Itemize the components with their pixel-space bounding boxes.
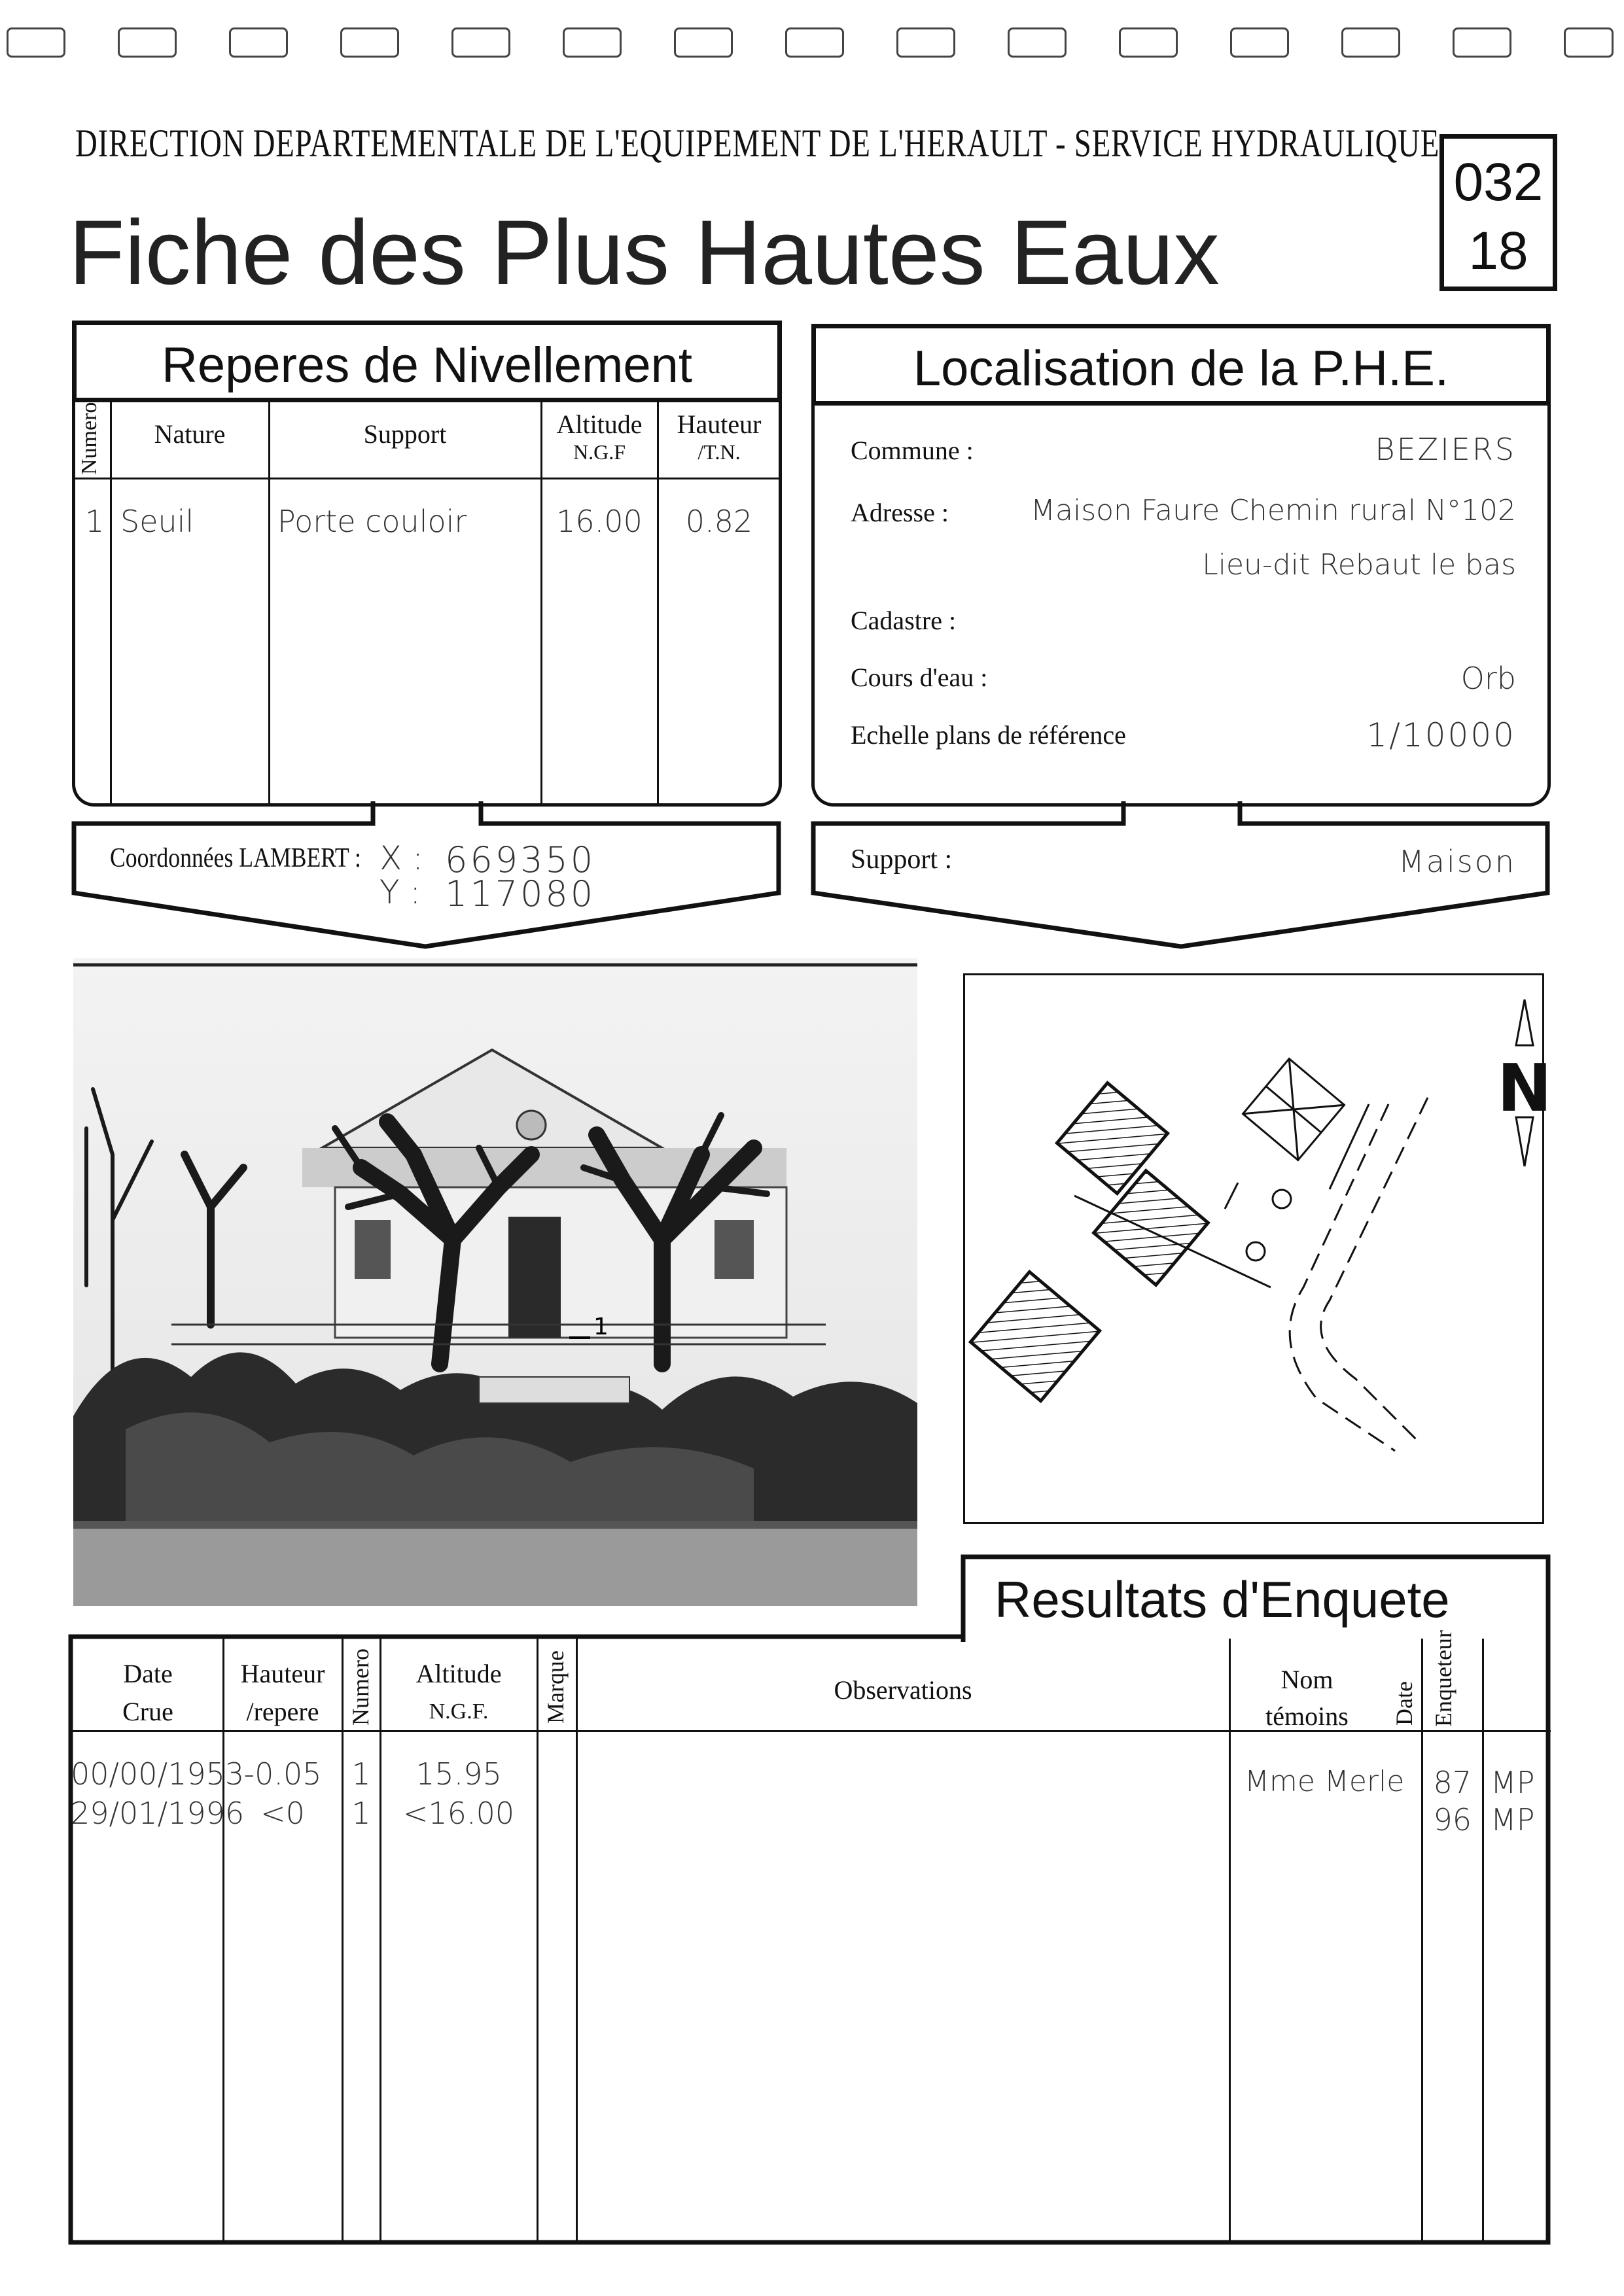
col-header-numero: Numero — [347, 1648, 374, 1726]
code-bottom: 18 — [1468, 221, 1528, 281]
col-divider — [576, 1639, 578, 2240]
row-numero: 1 — [85, 504, 105, 539]
localisation-header — [811, 324, 1551, 406]
punch-hole — [674, 27, 733, 58]
col-header-nature: Nature — [154, 419, 226, 449]
cadastre-label: Cadastre : — [851, 606, 957, 635]
row-hauteur: <0 — [260, 1796, 305, 1831]
coord-arrow-panel — [69, 801, 788, 952]
y-label: Y : — [380, 873, 421, 911]
row-date: 87 — [1433, 1765, 1472, 1800]
coord-label: Coordonnées LAMBERT : — [110, 843, 361, 873]
x-label: X : — [380, 839, 423, 877]
col-header-hauteur-line2: /T.N. — [697, 440, 741, 464]
col-header-altitude-line2: N.G.F — [573, 440, 626, 464]
col-header-date-crue-line2: Crue — [122, 1697, 173, 1726]
reperes-title: Reperes de Nivellement — [161, 338, 693, 393]
localisation-title: Localisation de la P.H.E. — [913, 341, 1449, 396]
punch-hole — [1230, 27, 1289, 58]
adresse-line2: Lieu-dit Rebaut le bas — [1202, 548, 1516, 582]
col-header-date-crue — [73, 1655, 222, 1731]
punch-hole — [340, 27, 399, 58]
col-header-enqueteur: Enqueteur — [1430, 1630, 1456, 1727]
col-header-altitude — [381, 1655, 537, 1731]
col-divider — [268, 400, 270, 804]
header-row-divider — [73, 478, 780, 479]
col-header-hauteur — [224, 1655, 342, 1731]
commune-value: BEZIERS — [1375, 432, 1516, 467]
row-date-crue: 00/00/1953 — [71, 1756, 245, 1792]
punch-hole — [896, 27, 955, 58]
cours-label: Cours d'eau : — [851, 663, 988, 692]
agency-line: DIRECTION DEPARTEMENTALE DE L'EQUIPEMENT DE L'HERAULT - SERVICE HYDRAULIQUE — [75, 122, 1440, 165]
punch-hole — [785, 27, 844, 58]
punch-hole — [451, 27, 510, 58]
fiche-code-box — [1439, 134, 1557, 291]
col-header-altitude-line1: Altitude — [556, 409, 643, 439]
col-header-hauteur — [658, 411, 780, 466]
col-header-numero: Numero — [77, 402, 101, 475]
row-support: Porte couloir — [277, 504, 467, 539]
punch-hole — [7, 27, 65, 58]
col-header-altitude — [542, 411, 657, 466]
col-header-altitude-line1: Altitude — [415, 1659, 502, 1688]
support-value: Maison — [1398, 844, 1516, 879]
punch-hole — [563, 27, 622, 58]
row-altitude: 16.00 — [556, 504, 643, 539]
row-nature: Seuil — [120, 504, 194, 539]
cours-value: Orb — [1460, 661, 1516, 696]
row-date-crue: 29/01/1996 — [71, 1796, 245, 1831]
col-header-date: Date — [1391, 1681, 1417, 1726]
row-hauteur: 0.82 — [685, 504, 753, 539]
col-header-support: Support — [363, 419, 447, 449]
x-value: 669350 — [445, 839, 596, 880]
col-header-hauteur-line1: Hauteur — [240, 1659, 325, 1688]
row-hauteur: -0.05 — [243, 1756, 322, 1792]
resultats-title: Resultats d'Enquete — [995, 1571, 1450, 1628]
support-label: Support : — [851, 844, 953, 875]
commune-label: Commune : — [851, 436, 974, 465]
row-date: 96 — [1433, 1802, 1472, 1837]
col-divider — [1421, 1639, 1423, 2240]
row-altitude: <16.00 — [402, 1796, 515, 1831]
y-value: 117080 — [445, 873, 596, 914]
echelle-label: Echelle plans de référence — [851, 720, 1126, 750]
row-nom: Mme Merle — [1244, 1765, 1405, 1798]
adresse-line1: Maison Faure Chemin rural N°102 — [1031, 494, 1516, 527]
row-enqueteur: MP — [1491, 1802, 1535, 1837]
row-numero: 1 — [351, 1756, 371, 1792]
punch-hole — [1119, 27, 1178, 58]
adresse-label: Adresse : — [851, 498, 949, 527]
photo-marker: 1 — [593, 1313, 609, 1340]
map-drawing — [963, 973, 1552, 1524]
col-header-hauteur-line1: Hauteur — [677, 409, 762, 439]
col-header-nom-line2: témoins — [1265, 1701, 1349, 1731]
page-title: Fiche des Plus Hautes Eaux — [69, 201, 1220, 304]
col-divider — [537, 1639, 538, 2240]
reperes-header — [72, 321, 782, 402]
col-divider — [342, 1639, 344, 2240]
punch-hole — [1341, 27, 1400, 58]
col-divider — [110, 400, 112, 804]
punch-hole — [1564, 27, 1614, 58]
echelle-value: 1/10000 — [1366, 716, 1516, 754]
col-header-date-crue-line1: Date — [123, 1659, 173, 1688]
col-header-hauteur-line2: /repere — [246, 1697, 319, 1726]
row-altitude: 15.95 — [415, 1756, 502, 1792]
col-header-nom — [1230, 1661, 1384, 1735]
col-header-observations: Observations — [834, 1675, 972, 1705]
punch-hole — [1008, 27, 1067, 58]
row-enqueteur: MP — [1491, 1765, 1535, 1800]
col-header-marque: Marque — [542, 1650, 569, 1724]
code-top: 032 — [1453, 152, 1544, 212]
north-label: N — [1497, 1050, 1552, 1126]
col-header-altitude-line2: N.G.F. — [429, 1699, 489, 1724]
house-photo — [73, 958, 917, 1606]
punch-hole — [229, 27, 288, 58]
punch-hole — [118, 27, 177, 58]
col-header-nom-line1: Nom — [1280, 1665, 1333, 1694]
col-divider — [1482, 1639, 1484, 2240]
row-numero: 1 — [351, 1796, 371, 1831]
punch-hole — [1453, 27, 1511, 58]
